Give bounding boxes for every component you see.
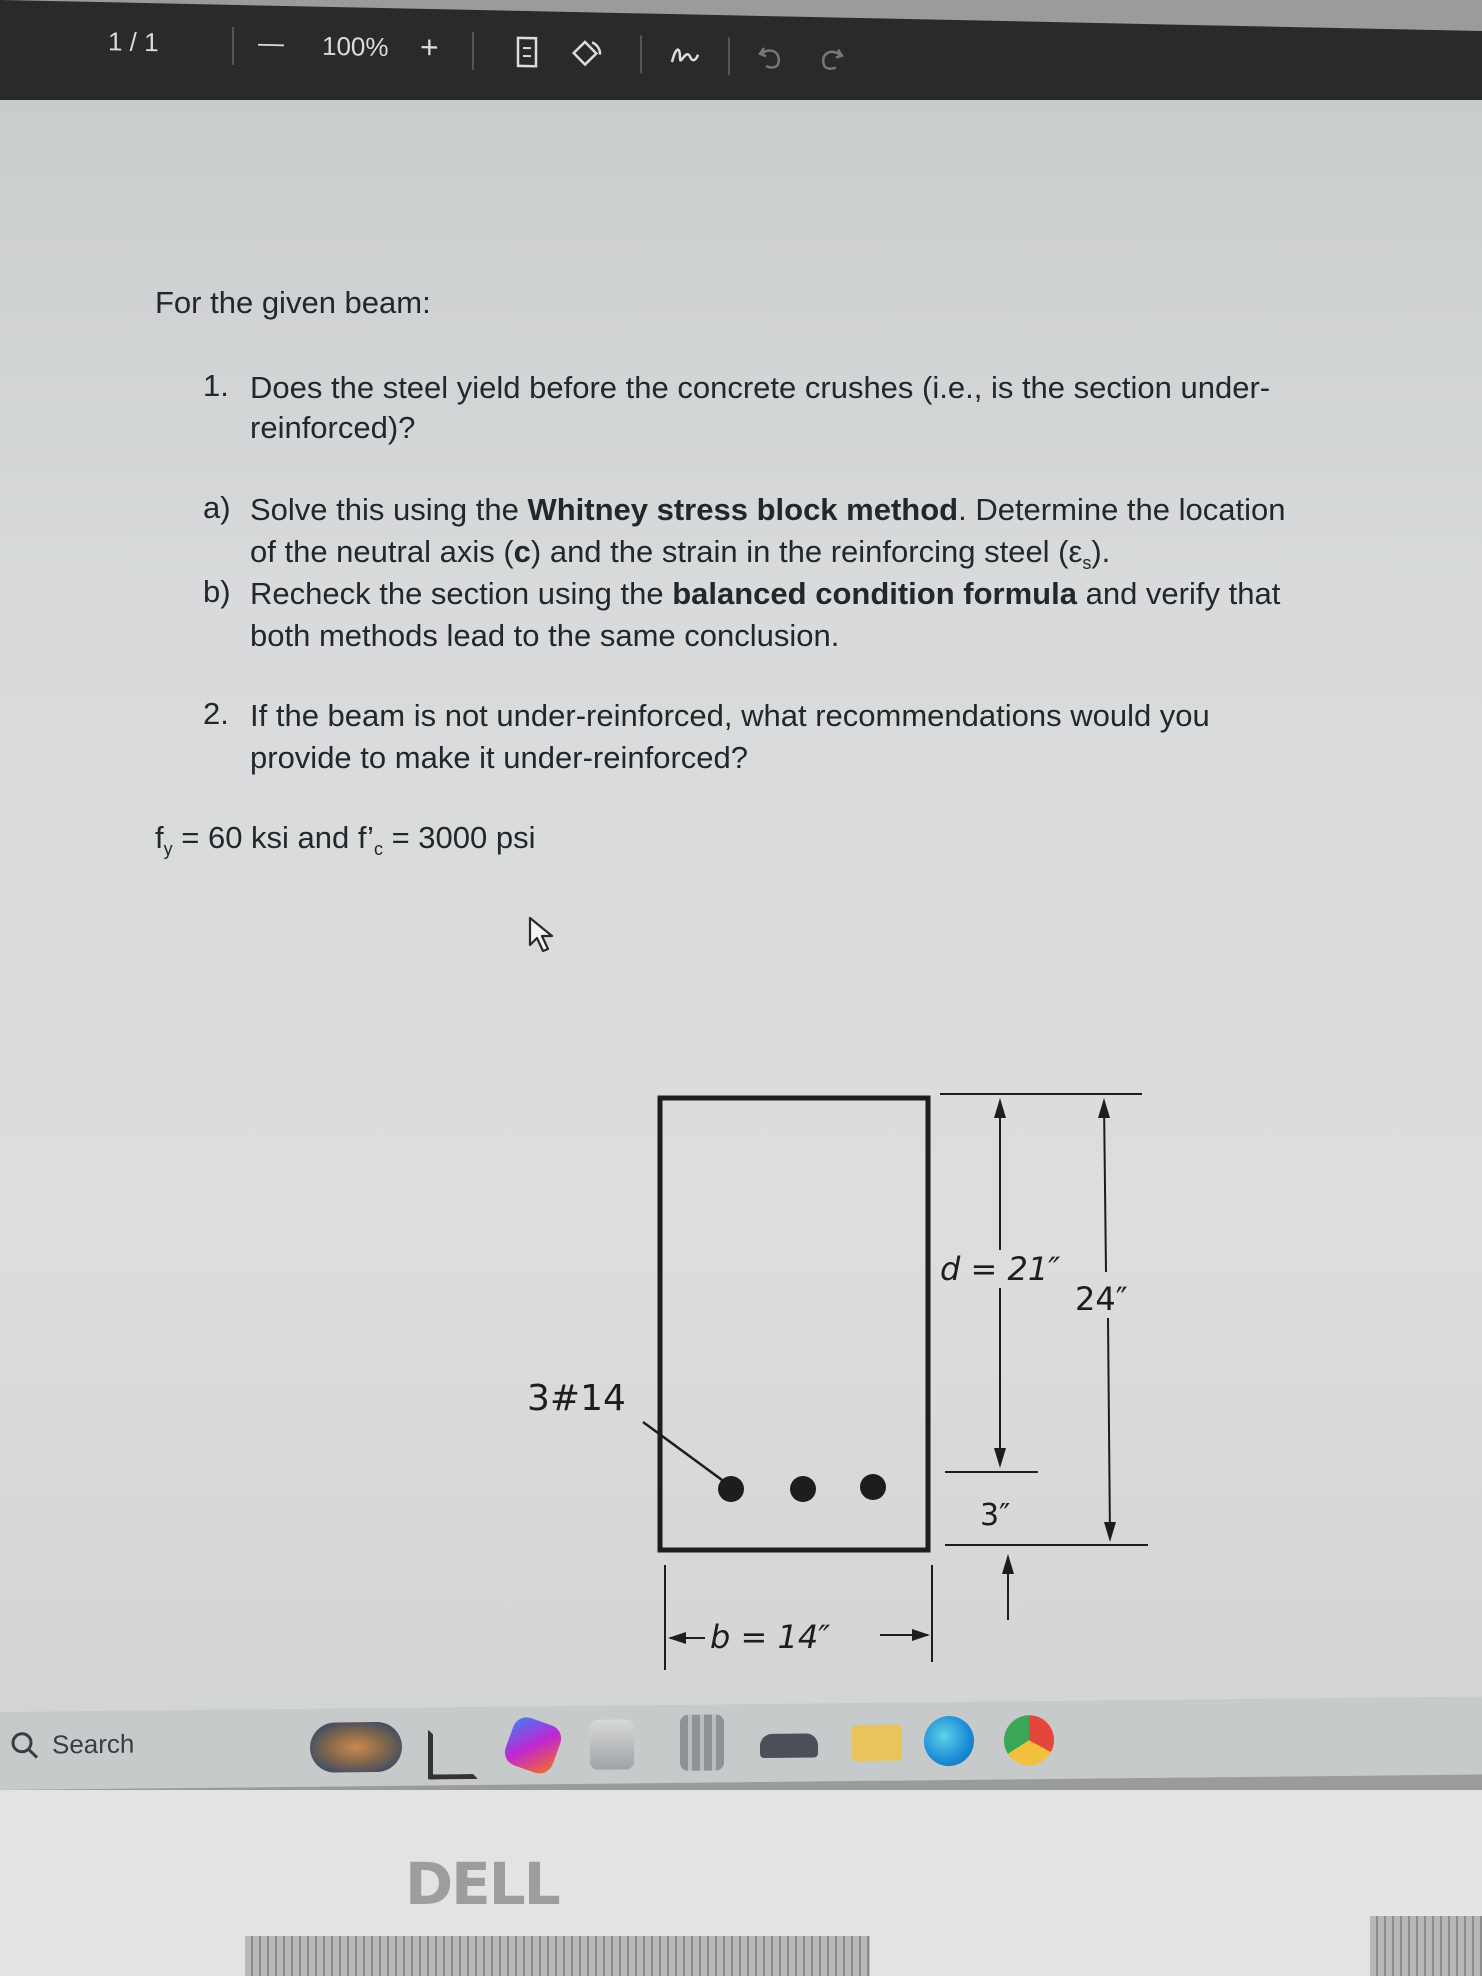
question-2-number: 2. [203,696,229,731]
taskbar-search[interactable] [10,1729,134,1761]
keyboard-edge [1370,1916,1482,1976]
zoom-in-button[interactable]: + [420,28,439,66]
saturn-widget-icon[interactable] [310,1722,402,1773]
height-dimension-line [1104,1102,1106,1272]
d-arrow-bottom [994,1448,1006,1468]
rebar-dot [860,1474,886,1500]
question-b-text: and verify that [1076,576,1281,611]
strain-subscript: s [1082,553,1092,574]
rebar-label: 3#14 [527,1378,626,1419]
d-arrow-top [994,1098,1006,1118]
question-1-line2: reinforced)? [250,410,416,445]
balanced-formula-term: balanced condition formula [672,576,1077,611]
height-label: 24″ [1075,1280,1128,1318]
question-1-number: 1. [203,368,229,403]
fy-symbol: f [155,820,164,855]
question-1-line1: Does the steel yield before the concrete crushes (i.e., is the section under- [250,370,1271,405]
calculator-icon[interactable] [680,1714,724,1770]
toolbar-divider [232,27,234,65]
page-indicator: 1 / 1 [108,26,159,58]
given-text: = 3000 psi [382,820,536,855]
toolbar-divider [640,35,642,73]
question-b-line2: both methods lead to the same conclusion. [250,618,840,653]
question-b-text: Recheck the section using the [250,576,673,611]
edge-browser-icon[interactable] [924,1716,974,1767]
fit-page-icon[interactable] [508,33,546,72]
whitney-method-term: Whitney stress block method [527,492,959,527]
zoom-level-field[interactable]: 100% [322,30,389,63]
pdf-page [0,100,1482,1725]
intro-text: For the given beam: [155,285,431,320]
cover-label: 3″ [980,1498,1011,1533]
beam-section-diagram [500,980,1200,1710]
question-2-line1: If the beam is not under-reinforced, what recommendations would you [250,698,1210,733]
taskbar [0,1696,1482,1790]
file-explorer-icon[interactable] [590,1719,634,1769]
rotate-icon[interactable] [568,34,606,73]
width-label: b = 14″ [710,1618,831,1656]
task-view-icon[interactable] [428,1729,478,1780]
neutral-axis-symbol: c [513,534,531,569]
monitor-bezel [0,1790,1482,1976]
monitor-brand-logo: DELL [405,1850,559,1918]
question-a-line1 [250,492,1286,528]
chrome-browser-icon[interactable] [1004,1715,1054,1766]
keyboard-edge [245,1936,870,1976]
question-a-text: . Determine the location [958,492,1286,527]
rebar-leader-line [643,1422,722,1480]
cover-arrow [1002,1554,1014,1574]
height-arrow-bottom [1104,1522,1116,1542]
given-text: = 60 ksi and f’ [172,820,374,855]
question-b-line1 [250,576,1280,612]
search-icon [10,1730,40,1760]
height-arrow-top [1098,1098,1110,1118]
fc-subscript: c [373,839,383,860]
question-a-text: of the neutral axis ( [250,534,514,569]
fy-subscript: y [163,839,173,860]
question-a-text: ) and the strain in the reinforcing steel (ε [530,534,1083,569]
given-values [155,820,536,860]
rebar-dot [790,1476,816,1502]
width-arrow-left [668,1632,686,1644]
width-arrow-right [912,1629,930,1641]
question-a-text: ). [1091,534,1111,569]
mouse-cursor-icon [527,915,561,955]
copilot-icon[interactable] [501,1714,565,1778]
draw-icon[interactable] [666,36,704,75]
toolbar-divider [728,37,730,75]
car-app-icon[interactable] [760,1733,818,1758]
question-2-line2: provide to make it under-reinforced? [250,740,748,775]
question-a-line2 [250,534,1110,574]
search-label: Search [52,1728,135,1760]
question-b-label: b) [203,574,231,609]
depth-label: d = 21″ [940,1250,1061,1288]
folder-icon[interactable] [852,1725,902,1762]
undo-icon[interactable] [752,38,790,77]
zoom-out-button[interactable]: — [258,27,284,58]
question-a-label: a) [203,490,231,525]
question-a-text: Solve this using the [250,492,528,527]
height-dimension-line [1108,1318,1110,1538]
toolbar-divider [472,32,474,70]
redo-icon[interactable] [812,39,850,78]
